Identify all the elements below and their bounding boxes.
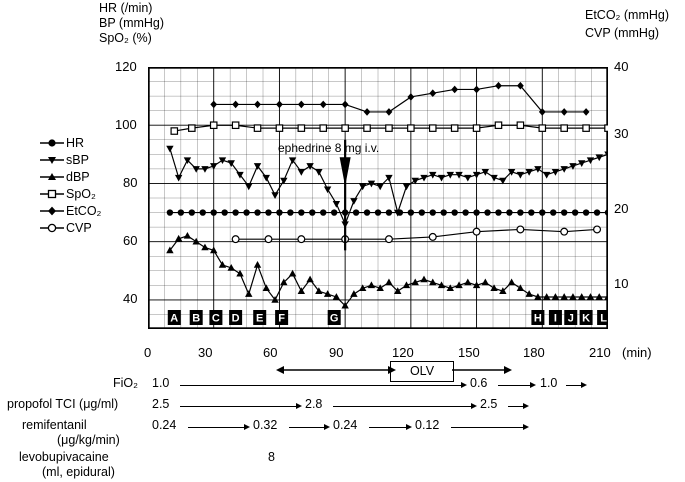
row-value: 1.0	[152, 376, 170, 390]
filled-circle-icon	[40, 136, 64, 150]
row-value: 0.6	[470, 376, 488, 390]
row-label: propofol TCI (μg/ml)	[7, 397, 119, 411]
svg-text:C: C	[211, 312, 220, 325]
arrow-head	[530, 382, 536, 388]
x-axis-tick: 150	[458, 345, 480, 360]
x-axis-tick: 90	[329, 345, 344, 360]
filled-up-triangle-icon	[40, 170, 64, 184]
row-value: 2.5	[152, 397, 170, 411]
row-value: 0.24	[333, 418, 358, 432]
arrow-head	[523, 424, 529, 430]
svg-text:E: E	[256, 312, 264, 325]
y-axis-right-tick: 10	[614, 276, 629, 291]
svg-text:F: F	[278, 312, 285, 325]
row-label: FiO₂	[113, 376, 138, 390]
x-axis-tick: 210	[589, 345, 611, 360]
arrow-line	[369, 427, 407, 428]
row-value: 1.0	[540, 376, 558, 390]
legend-item-etco2	[40, 202, 140, 219]
svg-text:K: K	[582, 312, 591, 325]
y-axis-left-tick: 100	[115, 117, 137, 132]
y-axis-left-tick: 120	[115, 59, 137, 74]
x-axis-tick: 30	[198, 345, 213, 360]
row-value: 8	[268, 450, 275, 464]
arrow-head	[296, 403, 302, 409]
row-value: 0.24	[152, 418, 177, 432]
y-axis-left-tick: 60	[123, 233, 138, 248]
olv-span-arrow	[276, 362, 396, 378]
legend-label: EtCO₂	[66, 203, 102, 218]
arrow-line	[289, 427, 325, 428]
table-row-levobupivacaine	[0, 450, 685, 482]
arrow-line	[333, 406, 472, 407]
svg-text:D: D	[231, 312, 240, 325]
open-square-icon	[40, 187, 64, 201]
arrow-line	[180, 385, 462, 386]
x-axis-unit-label: (min)	[622, 345, 652, 360]
legend-item-sbp	[40, 151, 140, 168]
header-right-line-1: EtCO₂ (mmHg)	[585, 8, 670, 22]
svg-text:H: H	[533, 312, 542, 325]
x-axis-tick: 0	[144, 345, 152, 360]
table-row-remifentanil	[0, 416, 685, 450]
x-axis-tick: 120	[392, 345, 414, 360]
legend-label: dBP	[66, 169, 90, 184]
legend-item-hr	[40, 134, 140, 151]
arrow-head	[461, 382, 467, 388]
row-value: 0.32	[253, 418, 278, 432]
ephedrine-annotation: ephedrine 8 mg i.v.	[278, 141, 380, 155]
olv-span-arrow-right	[452, 362, 512, 378]
arrow-line	[451, 427, 524, 428]
row-label: remifentanil	[22, 418, 87, 432]
svg-text:J: J	[567, 312, 574, 325]
x-axis-tick: 60	[263, 345, 278, 360]
filled-down-triangle-icon	[40, 153, 64, 167]
row-value: 0.12	[415, 418, 440, 432]
svg-text:I: I	[553, 312, 557, 325]
arrow-line	[180, 406, 297, 407]
x-axis-tick: 180	[523, 345, 545, 360]
arrow-head	[406, 424, 412, 430]
arrow-line	[188, 427, 245, 428]
legend-label: SpO₂	[66, 186, 96, 201]
y-axis-right-tick: 40	[614, 59, 629, 74]
filled-diamond-icon	[40, 204, 64, 218]
drug-regimen-table	[0, 374, 685, 482]
y-axis-right-tick: 30	[614, 126, 629, 141]
olv-label: OLV	[409, 364, 435, 378]
header-right-line-2: CVP (mmHg)	[585, 26, 660, 40]
svg-text:B: B	[192, 312, 201, 325]
svg-text:L: L	[600, 312, 607, 325]
legend-label: CVP	[66, 220, 92, 235]
header-left-line-1: HR (/min)	[99, 1, 153, 15]
row-label: levobupivacaine	[19, 450, 109, 464]
arrow-head	[523, 403, 529, 409]
arrow-head	[471, 403, 477, 409]
arrow-line	[566, 385, 582, 386]
arrow-line	[508, 406, 524, 407]
header-left-line-2: BP (mmHg)	[99, 16, 165, 30]
y-axis-left-tick: 80	[123, 175, 138, 190]
arrow-head	[324, 424, 330, 430]
y-axis-left-tick: 40	[123, 291, 138, 306]
header-left-line-3: SpO₂ (%)	[99, 31, 152, 45]
arrow-head	[244, 424, 250, 430]
legend-label: HR	[66, 135, 85, 150]
arrow-head	[581, 382, 587, 388]
svg-text:G: G	[329, 312, 339, 325]
row-label-line2: (ml, epidural)	[42, 465, 115, 479]
open-circle-icon	[40, 221, 64, 235]
row-value: 2.8	[305, 397, 323, 411]
row-value: 2.5	[480, 397, 498, 411]
vital-signs-chart	[148, 67, 608, 329]
arrow-line	[498, 385, 531, 386]
svg-text:A: A	[170, 312, 179, 325]
legend-label: sBP	[66, 152, 89, 167]
table-row-propofol	[0, 395, 685, 416]
y-axis-right-tick: 20	[614, 201, 629, 216]
row-label-line2: (μg/kg/min)	[57, 433, 120, 447]
